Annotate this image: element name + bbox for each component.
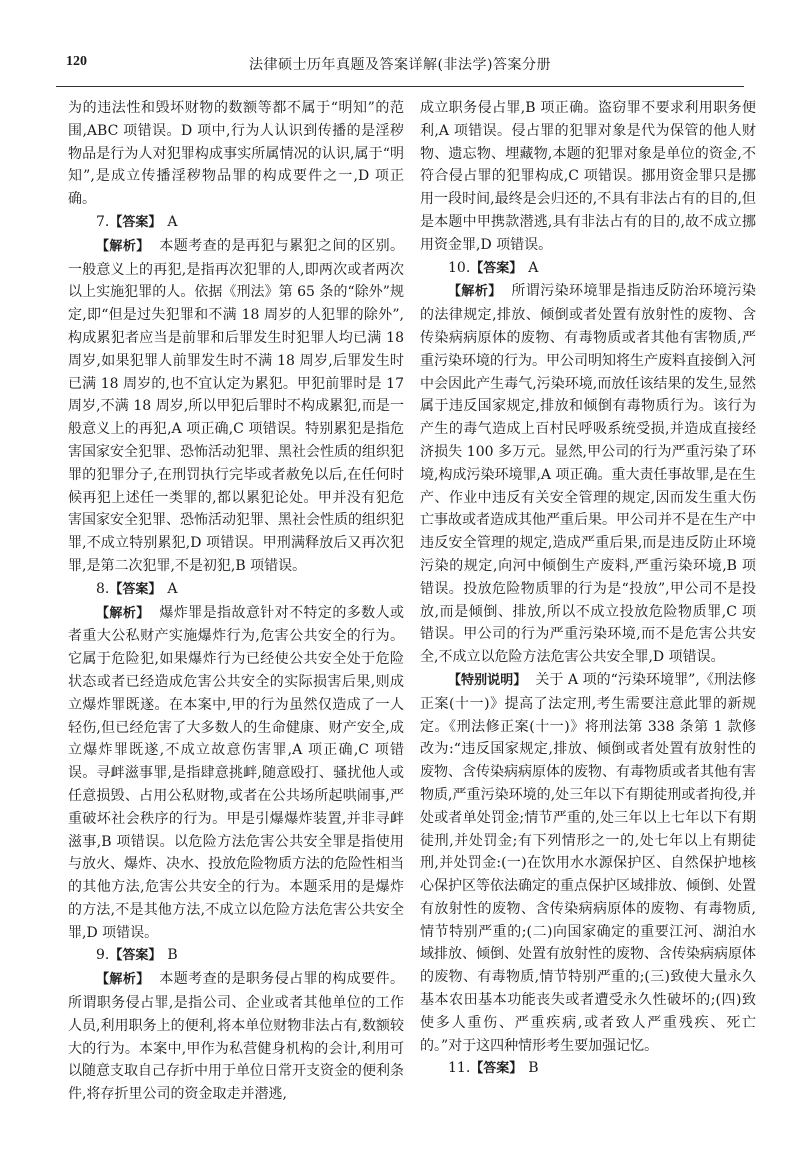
answer-tag: 【答案】 [109, 581, 162, 597]
analysis-tag: 【解析】 [96, 238, 150, 254]
answer-tag: 【答案】 [470, 260, 523, 276]
special-note [420, 669, 756, 1058]
question-number: 9. [96, 947, 110, 964]
answer-letter: B [167, 947, 178, 964]
analysis-q9 [68, 968, 404, 1106]
analysis-q8 [68, 602, 404, 945]
analysis-text: 本题考查的是职务侵占罪的构成要件。所谓职务侵占罪,是指公司、企业或者其他单位的工作人员,利用职务上的便利,将本单位财物非法占有,数额较大的行为。本案中,甲作为私营健身机构的会计,利用可以随意支取自己存折中用于单位日常开支资金的便利条件,将存折里公司的资金取走并潜逃, [68, 971, 404, 1103]
answer-line-q11 [420, 1057, 756, 1081]
answer-tag: 【答案】 [109, 214, 162, 230]
question-number: 7. [96, 213, 110, 230]
question-number: 10. [448, 259, 471, 276]
page-number: 120 [66, 54, 87, 69]
answer-letter: A [167, 580, 178, 597]
analysis-tag: 【解析】 [448, 284, 502, 300]
analysis-q7 [68, 235, 404, 578]
answer-letter: A [528, 259, 539, 276]
right-column [420, 97, 756, 1081]
analysis-tag: 【解析】 [96, 972, 150, 988]
analysis-tag: 【解析】 [96, 605, 150, 621]
answer-tag: 【答案】 [470, 1061, 523, 1077]
paragraph-q6-continuation: 为的违法性和毁坏财物的数额等都不属于“明知”的范围,ABC 项错误。D 项中,行为人认识到传播的是淫秽物品是行为人对犯罪构成事实所属情况的认识,属于“明知”,是成立传播淫秽物品罪的构成要件之一,D 项正确。 [68, 100, 404, 208]
answer-line-q10 [420, 257, 756, 281]
paragraph-q9-continuation: 成立职务侵占罪,B 项正确。盗窃罪不要求利用职务便利,A 项错误。侵占罪的犯罪对象是代为保管的他人财物、遗忘物、埋藏物,本题的犯罪对象是单位的资金,不符合侵占罪的犯罪构成,C 项错误。挪用资金罪只是挪用一段时间,最终是会归还的,不具有非法占有的目的,但是本题中甲携款潜逃,具有非法占有的目的,故不成立挪用资金罪,D 项错误。 [420, 100, 756, 253]
question-number: 8. [96, 580, 110, 597]
running-title: 法律硕士历年真题及答案详解(非法学)答案分册 [249, 57, 551, 73]
analysis-text: 本题考查的是再犯与累犯之间的区别。一般意义上的再犯,是指再次犯罪的人,即两次或者两次以上实施犯罪的人。依据《刑法》第 65 条的“除外”规定,即“但是过失犯罪和不满 18 周岁的人犯罪的除外”,构成累犯者应当是前罪和后罪发生时犯罪人均已满 18 周岁,如果犯罪人前罪发生时不满 18 周岁,后罪发生时已满 18 周岁的,也不宜认定为累犯。甲犯前罪时是 17 周岁,不满 18 周岁,所以甲犯后罪时不构成累犯,而是一般意义上的再犯,A 项正确,C 项错误。特别累犯是指危害国家安全犯罪、恐怖活动犯罪、黑社会性质的组织犯罪的犯罪分子,在刑罚执行完毕或者赦免以后,在任何时候再犯上述任一类罪的,都以累犯论处。甲并没有犯危害国家安全犯罪、恐怖活动犯罪、黑社会性质的组织犯罪,不成立特别累犯,D 项错误。甲刑满释放后又再次犯罪,是第二次犯罪,不是初犯,B 项错误。 [68, 237, 404, 574]
special-note-text: 关于 A 项的“污染环境罪”,《刑法修正案(十一)》提高了法定刑,考生需要注意此罪的新规定。《刑法修正案(十一)》将刑法第 338 条第 1 款修改为:“违反国家规定,排放、倾倒或者处置有放射性的废物、含传染病病原体的废物、有毒物质或者其他有害物质,严重污染环境的,处三年以下有期徒刑或者拘役,并处或者单处罚金;情节严重的,处三年以上七年以下有期徒刑,并处罚金;有下列情形之一的,处七年以上有期徒刑,并处罚金:(一)在饮用水水源保护区、自然保护地核心保护区等依法确定的重点保护区域排放、倾倒、处置有放射性的废物、含传染病病原体的废物、有毒物质,情节特别严重的;(二)向国家确定的重要江河、湖泊水域排放、倾倒、处置有放射性的废物、含传染病病原体的废物、有毒物质,情节特别严重的;(三)致使大量永久基本农田基本功能丧失或者遭受永久性破坏的;(四)致使多人重伤、严重疾病,或者致人严重残疾、死亡的。”对于这四种情形考生要加强记忆。 [420, 671, 756, 1054]
special-note-tag: 【特别说明】 [448, 672, 527, 688]
analysis-q10 [420, 280, 756, 669]
answer-line-q7 [68, 211, 404, 235]
analysis-text: 爆炸罪是指故意针对不特定的多数人或者重大公私财产实施爆炸行为,危害公共安全的行为。它属于危险犯,如果爆炸行为已经使公共安全处于危险状态或者已经造成危害公共安全的实际损害后果,则成立爆炸罪既遂。在本案中,甲的行为虽然仅造成了一人轻伤,但已经危害了大多数人的生命健康、财产安全,成立爆炸罪既遂,不成立故意伤害罪,A 项正确,C 项错误。寻衅滋事罪,是指肆意挑衅,随意殴打、骚扰他人或任意损毁、占用公私财物,或者在公共场所起哄闹事,严重破坏社会秩序的行为。甲是引爆爆炸装置,并非寻衅滋事,B 项错误。以危险方法危害公共安全罪是指使用与放火、爆炸、决水、投放危险物质方法的危险性相当的其他方法,危害公共安全的行为。本题采用的是爆炸的方法,不是其他方法,不成立以危险方法危害公共安全罪,D 项错误。 [68, 604, 404, 941]
left-column [68, 97, 404, 1106]
answer-line-q9 [68, 944, 404, 968]
answer-letter: B [528, 1060, 539, 1077]
answer-tag: 【答案】 [109, 948, 162, 964]
page-header [56, 0, 744, 87]
answer-line-q8 [68, 578, 404, 602]
question-number: 11. [448, 1060, 471, 1077]
answer-letter: A [167, 213, 178, 230]
analysis-text: 所谓污染环境罪是指违反防治环境污染的法律规定,排放、倾倒或者处置有放射性的废物、含传染病病原体的废物、有毒物质或者其他有害物质,严重污染环境的行为。甲公司明知将生产废料直接倒入河中会因此产生毒气,污染环境,而放任该结果的发生,显然属于违反国家规定,排放和倾倒有毒物质行为。该行为产生的毒气造成上百村民呼吸系统受损,并造成直接经济损失 100 多万元。显然,甲公司的行为严重污染了环境,构成污染环境罪,A 项正确。重大责任事故罪,是在生产、作业中违反有关安全管理的规定,因而发生重大伤亡事故或者造成其他严重后果。甲公司并不是在生产中违反安全管理的规定,造成严重后果,而是违反防止环境污染的规定,向河中倾倒生产废料,严重污染环境,B 项错误。投放危险物质罪的行为是“投放”,甲公司不是投放,而是倾倒、排放,所以不成立投放危险物质罪,C 项错误。甲公司的行为严重污染环境,而不是危害公共安全,不成立以危险方法危害公共安全罪,D 项错误。 [420, 283, 756, 666]
